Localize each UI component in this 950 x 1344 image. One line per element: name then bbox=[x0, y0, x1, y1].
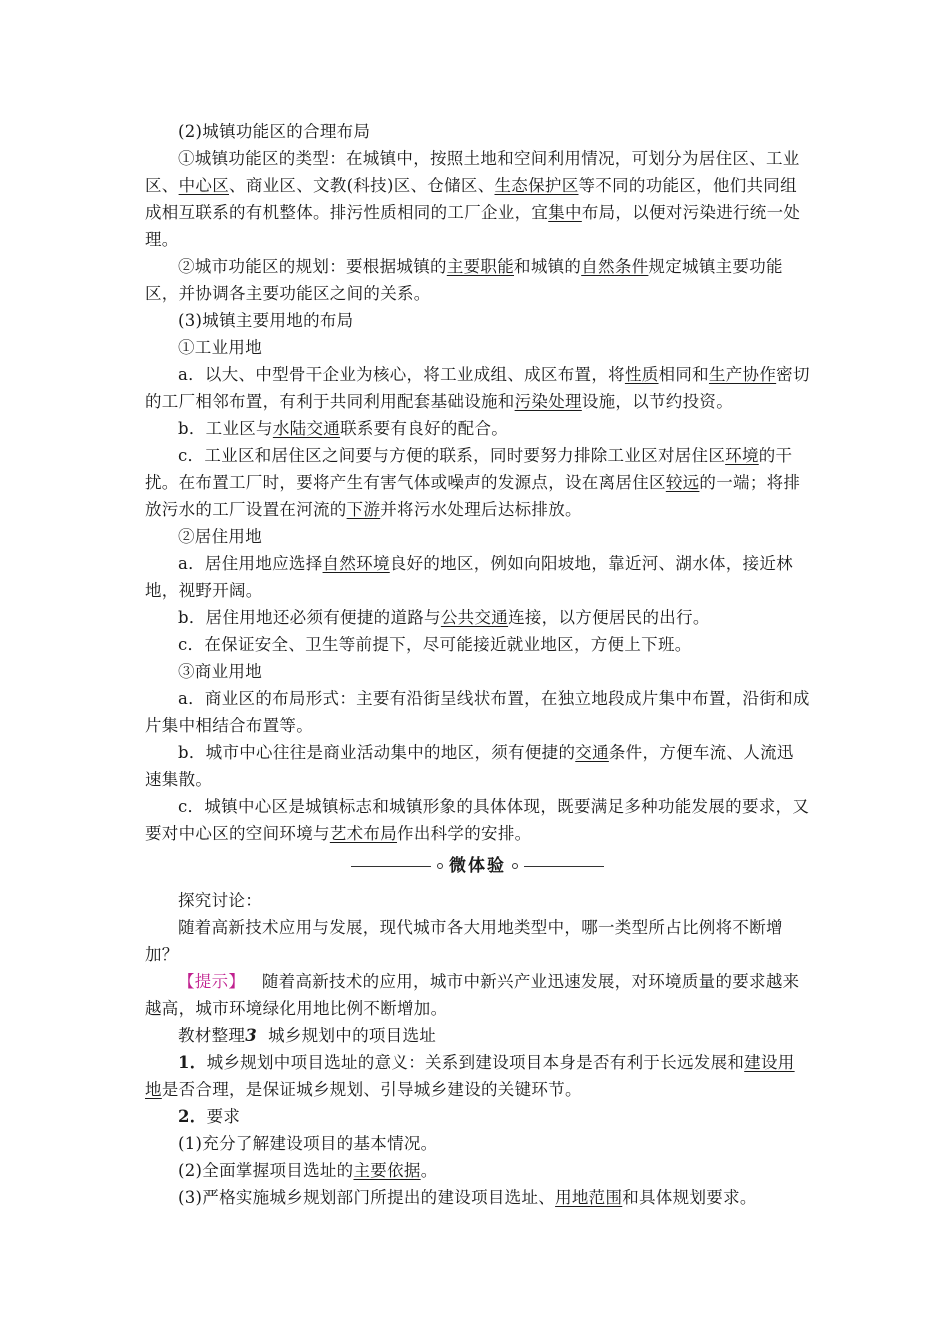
blank-answer: 主要职能 bbox=[446, 257, 515, 276]
residential-item-a: a．居住用地应选择自然环境良好的地区，例如向阳坡地，靠近河、湖水体，接近林地，视野开阔。 bbox=[145, 554, 793, 600]
requirement-1: (1)充分了解建设项目的基本情况。 bbox=[178, 1134, 438, 1153]
blank-answer: 生产协作 bbox=[708, 365, 777, 384]
blank-answer: 水陆交通 bbox=[272, 419, 341, 438]
industrial-land-title: ①工业用地 bbox=[178, 338, 262, 357]
divider-dot-right-icon bbox=[512, 863, 518, 869]
explore-label: 探究讨论： bbox=[178, 891, 262, 910]
divider-line-right bbox=[524, 866, 604, 867]
blank-answer: 自然环境 bbox=[322, 554, 390, 573]
paragraph-function-zone-planning: ②城市功能区的规划：要根据城镇的主要职能和城镇的自然条件规定城镇主要功能区，并协调各主要功能区之间的关系。 bbox=[145, 257, 783, 303]
section-3-title: (3)城镇主要用地的布局 bbox=[178, 311, 354, 330]
blank-answer: 自然条件 bbox=[581, 257, 649, 276]
section-2-title: (2)城镇功能区的合理布局 bbox=[178, 122, 371, 141]
blank-answer: 主要依据 bbox=[353, 1161, 421, 1180]
hint-label: 【提示】 bbox=[178, 972, 246, 991]
site-selection-item-1: 1．城乡规划中项目选址的意义：关系到建设项目本身是否有利于长远发展和建设用地是否合理，是保证城乡规划、引导城乡建设的关键环节。 bbox=[145, 1053, 795, 1099]
blank-answer: 性质 bbox=[624, 365, 659, 384]
blank-answer: 生态保护区 bbox=[494, 176, 579, 195]
commercial-land-title: ③商业用地 bbox=[178, 662, 262, 681]
section-divider bbox=[145, 849, 810, 883]
divider-title: 微体验 bbox=[449, 855, 506, 876]
requirement-2: (2)全面掌握项目选址的主要依据。 bbox=[178, 1161, 438, 1180]
industrial-item-b: b．工业区与水陆交通联系要有良好的配合。 bbox=[178, 419, 509, 438]
site-selection-item-2: 2．要求 bbox=[178, 1107, 241, 1126]
residential-item-c: c．在保证安全、卫生等前提下，尽可能接近就业地区，方便上下班。 bbox=[178, 635, 692, 654]
blank-answer: 环境 bbox=[725, 446, 759, 465]
commercial-item-c: c．城镇中心区是城镇标志和城镇形象的具体体现，既要满足多种功能发展的要求，又要对中心区的空间环境与艺术布局作出科学的安排。 bbox=[145, 797, 810, 843]
industrial-item-a: a．以大、中型骨干企业为核心，将工业成组、成区布置，将性质相同和生产协作密切的工厂相邻布置，有利于共同利用配套基础设施和污染处理设施，以节约投资。 bbox=[145, 365, 810, 411]
residential-item-b: b．居住用地还必须有便捷的道路与公共交通连接，以方便居民的出行。 bbox=[178, 608, 710, 627]
blank-answer: 中心区 bbox=[178, 176, 230, 195]
blank-answer: 交通 bbox=[575, 743, 609, 762]
commercial-item-a: a．商业区的布局形式：主要有沿街呈线状布置，在独立地段成片集中布置，沿街和成片集中相结合布置等。 bbox=[145, 689, 810, 735]
blank-answer: 集中 bbox=[548, 203, 582, 222]
industrial-item-c: c．工业区和居住区之间要与方便的联系，同时要努力排除工业区对居住区环境的干扰。在布置工厂时，要将产生有害气体或噪声的发源点，设在离居住区较远的一端；将排放污水的工厂设置在河流的下游并将污水处理后达标排放。 bbox=[145, 446, 801, 519]
blank-answer: 用地范围 bbox=[555, 1188, 623, 1207]
section-3-heading: 教材整理3 城乡规划中的项目选址 bbox=[178, 1026, 437, 1045]
paragraph-function-zone-types: ①城镇功能区的类型：在城镇中，按照土地和空间利用情况，可划分为居住区、工业区、中心区、商业区、文教(科技)区、仓储区、生态保护区等不同的功能区，他们共同组成相互联系的有机整体。排污性质相同的工厂企业，宜集中布局，以便对污染进行统一处理。 bbox=[145, 149, 801, 249]
blank-answer: 公共交通 bbox=[440, 608, 509, 627]
explore-hint: 【提示】 随着高新技术的应用，城市中新兴产业迅速发展，对环境质量的要求越来越高，城市环境绿化用地比例不断增加。 bbox=[145, 972, 800, 1018]
blank-answer: 较远 bbox=[665, 473, 700, 492]
blank-answer: 建设用地 bbox=[145, 1053, 795, 1099]
commercial-item-b: b．城市中心往往是商业活动集中的地区，须有便捷的交通条件，方便车流、人流迅速集散。 bbox=[145, 743, 794, 789]
blank-answer: 污染处理 bbox=[514, 392, 582, 411]
requirement-3: (3)严格实施城乡规划部门所提出的建设项目选址、用地范围和具体规划要求。 bbox=[178, 1188, 757, 1207]
explore-question: 随着高新技术应用与发展，现代城市各大用地类型中，哪一类型所占比例将不断增加？ bbox=[145, 918, 783, 964]
divider-dot-left-icon bbox=[437, 863, 443, 869]
blank-answer: 艺术布局 bbox=[329, 824, 398, 843]
document-body bbox=[145, 118, 810, 1211]
residential-land-title: ②居住用地 bbox=[178, 527, 262, 546]
blank-answer: 下游 bbox=[346, 500, 381, 519]
divider-line-left bbox=[351, 866, 431, 867]
